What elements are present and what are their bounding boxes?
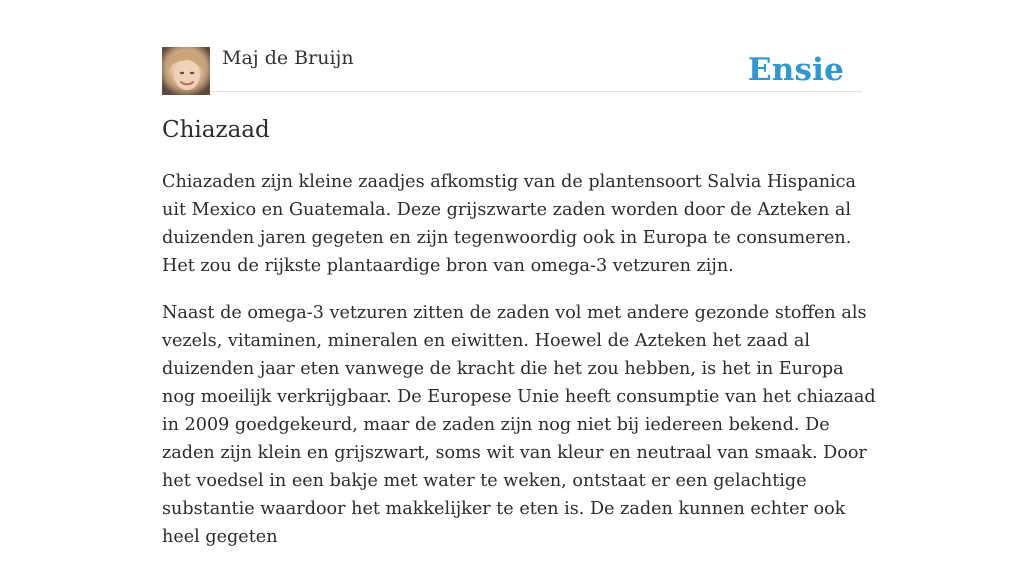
avatar-photo-icon xyxy=(162,47,210,95)
article-body xyxy=(162,168,882,570)
article-paragraph-1: Chiazaden zijn kleine zaadjes afkomstig van de plantensoort Salvia Hispanica uit Mexico en Guatemala. Deze grijszwarte zaden worden door de Azteken al duizenden jaren gegeten en zijn tegenwoordig ook in Europa te consumeren. Het zou de rijkste plantaardige bron van omega-3 vetzuren zijn. xyxy=(162,172,857,276)
author-name[interactable]: Maj de Bruijn xyxy=(222,47,354,69)
brand-logo[interactable]: Ensie xyxy=(747,52,844,88)
article-title: Chiazaad xyxy=(162,117,270,143)
page-header xyxy=(162,46,862,92)
author-avatar[interactable] xyxy=(162,47,210,95)
article-paragraph-2: Naast de omega-3 vetzuren zitten de zaden vol met andere gezonde stoffen als vezels, vitaminen, mineralen en eiwitten. Hoewel de Azteken het zaad al duizenden jaar eten vanwege de kracht die het zou hebben, is het in Europa nog moeilijk verkrijgbaar. De Europese Unie heeft consumptie van het chiazaad in 2009 goedgekeurd, maar de zaden zijn nog niet bij iedereen bekend. De zaden zijn klein en grijszwart, soms wit van kleur en neutraal van smaak. Door het voedsel in een bakje met water te weken, ontstaat er een gelachtige substantie waardoor het makkelijker te eten is. De zaden kunnen echter ook heel gegeten xyxy=(162,303,876,547)
